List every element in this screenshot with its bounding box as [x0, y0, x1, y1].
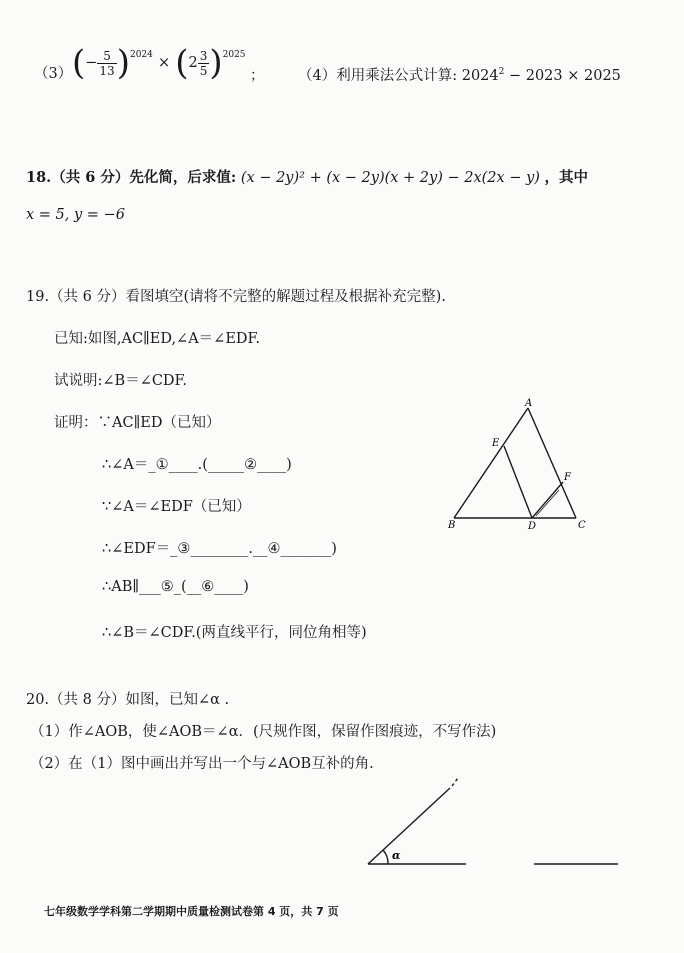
exponent-1: 2024 [129, 50, 153, 60]
q17-expression [72, 43, 246, 83]
q19-step3: ∴∠EDF＝_③________.__④_______) [102, 541, 337, 557]
label-f: F [564, 472, 571, 483]
part4-text: （4）利用乘法公式计算: 2024 [298, 68, 499, 84]
q17-part3 [34, 54, 72, 94]
label-c: C [578, 520, 586, 531]
q17-part4 [298, 64, 621, 85]
line-ac [528, 408, 576, 518]
construction-mark [536, 490, 559, 516]
q19-prove: 试说明:∠B＝∠CDF. [54, 373, 187, 389]
q18-values: x = 5, y = −6 [26, 207, 125, 223]
left-paren-2: ( [175, 43, 189, 83]
q19-figure [440, 396, 600, 536]
left-paren-1: ( [72, 43, 86, 83]
q18-header: 18.（共 6 分）先化简，后求值: [26, 169, 237, 186]
fraction-2 [198, 49, 210, 78]
alpha-label: α [392, 849, 401, 862]
right-paren-1: ) [116, 43, 130, 83]
q18-expression: (x − 2y)² + (x − 2y)(x + 2y) − 2x(2x − y) [240, 170, 540, 186]
label-e: E [492, 438, 500, 449]
angle-arc [383, 850, 388, 864]
times-sign: × [157, 55, 171, 71]
exponent-2: 2025 [222, 50, 246, 60]
angle-ray-dashed-end [452, 778, 458, 786]
label-a: A [525, 398, 533, 409]
line-ed [504, 446, 532, 518]
q20-angle-figure [360, 774, 630, 874]
q19-header: 19.（共 6 分）看图填空(请将不完整的解题过程及根据补充完整). [26, 289, 446, 305]
semicolon: ； [250, 68, 265, 84]
fraction-2-denominator: 5 [199, 63, 208, 78]
q18-line1 [26, 166, 588, 187]
label-b: B [448, 520, 456, 531]
part4-rest: − 2023 × 2025 [504, 68, 621, 84]
q20-header: 20.（共 8 分）如图，已知∠α . [26, 692, 230, 708]
q19-step4: ∴AB∥___⑤_(__⑥____) [102, 579, 249, 595]
fraction-2-numerator: 3 [199, 48, 208, 63]
q20-part1: （1）作∠AOB，使∠AOB＝∠α．(尺规作图，保留作图痕迹，不写作法) [30, 724, 497, 740]
right-paren-2: ) [209, 43, 223, 83]
part4-superscript: 2 [498, 67, 505, 78]
line-ab [454, 408, 528, 518]
q19-step2: ∵∠A＝∠EDF（已知） [102, 499, 251, 515]
q18-tail: ，其中 [544, 169, 589, 186]
fraction-1-denominator: 13 [99, 63, 115, 78]
label-d: D [528, 521, 537, 532]
q20-part2: （2）在（1）图中画出并写出一个与∠AOB互补的角. [30, 756, 374, 772]
q19-step5: ∴∠B＝∠CDF.(两直线平行，同位角相等) [102, 625, 367, 641]
fraction-1-numerator: 5 [97, 49, 116, 64]
q19-proof-intro: 证明：∵AC∥ED（已知） [54, 415, 221, 431]
page-footer: 七年级数学学科第二学期期中质量检测试卷第 4 页，共 7 页 [44, 905, 339, 918]
q19-step1: ∴∠A＝_①____.(_____②____) [102, 457, 292, 473]
q19-given: 已知:如图,AC∥ED,∠A＝∠EDF. [54, 331, 260, 347]
angle-ray-slanted [368, 788, 450, 864]
part3-label: （3） [34, 66, 73, 82]
line-df [532, 482, 563, 518]
fraction-1 [97, 49, 116, 78]
sign: − [85, 55, 98, 71]
whole-part: 2 [188, 55, 198, 71]
